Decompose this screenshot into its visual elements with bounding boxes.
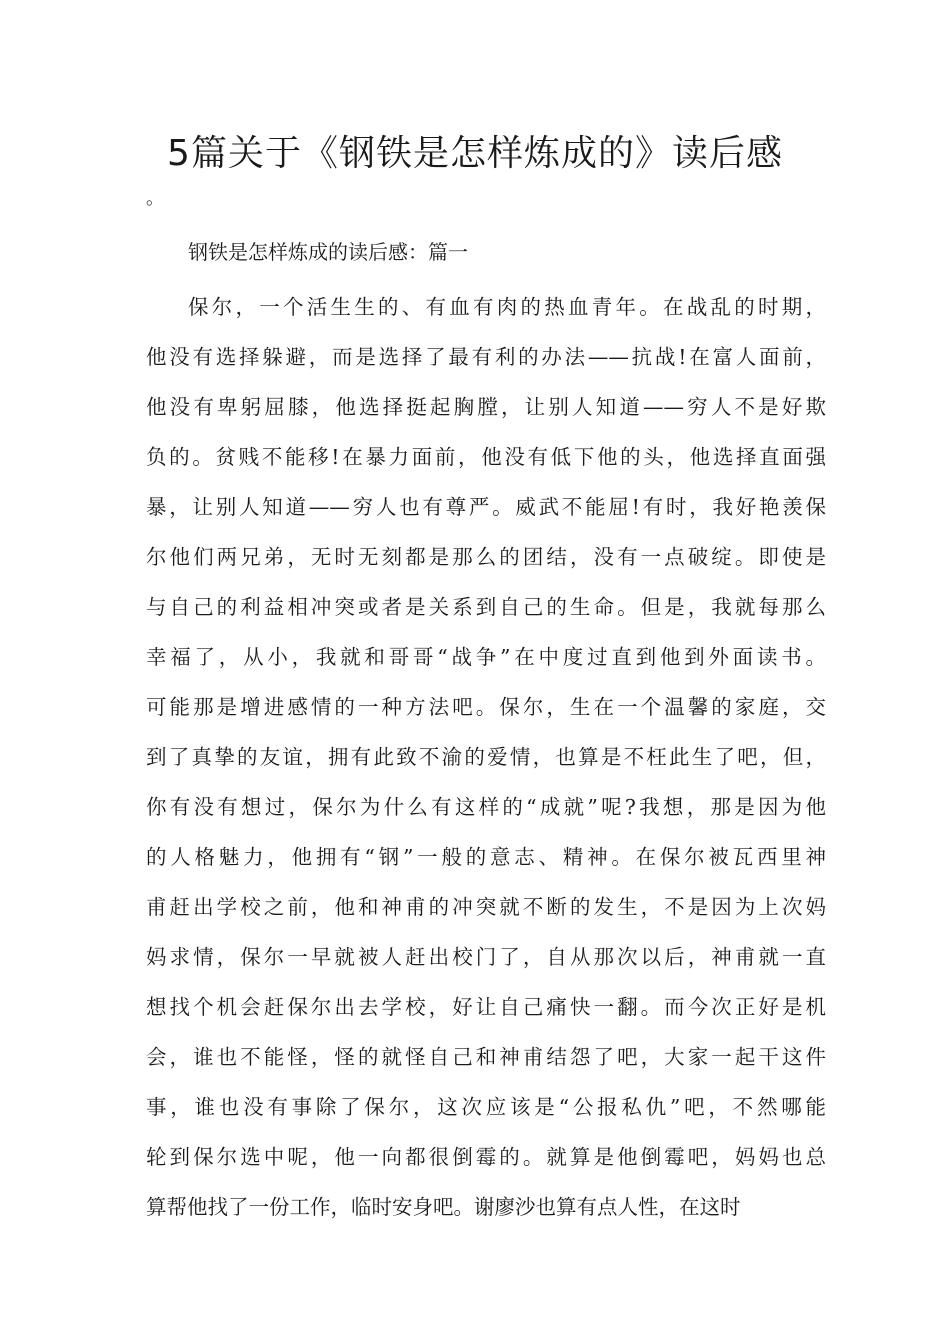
paragraph-line: 可能那是增进感情的一种方法吧。保尔，生在一个温馨的家庭，交	[146, 695, 826, 719]
paragraph-line: 尔他们两兄弟，无时无刻都是那么的团结，没有一点破绽。即使是	[146, 545, 826, 569]
paragraph-line: 算帮他找了一份工作，临时安身吧。谢廖沙也算有点人性，在这时	[146, 1195, 741, 1219]
paragraph-line: 事，谁也没有事除了保尔，这次应该是“公报私仇”吧，不然哪能	[146, 1095, 826, 1119]
section-heading: 钢铁是怎样炼成的读后感：篇一	[188, 240, 468, 264]
paragraph-line: 到了真挚的友谊，拥有此致不渝的爱情，也算是不枉此生了吧，但，	[146, 745, 826, 769]
paragraph-line: 你有没有想过，保尔为什么有这样的“成就”呢?我想，那是因为他	[146, 795, 826, 819]
body-paragraph	[146, 282, 826, 1232]
paragraph-line: 的人格魅力，他拥有“钢”一般的意志、精神。在保尔被瓦西里神	[146, 845, 826, 869]
paragraph-line: 会，谁也不能怪，怪的就怪自己和神甫结怨了吧，大家一起干这件	[146, 1045, 826, 1069]
paragraph-line: 暴，让别人知道——穷人也有尊严。威武不能屈!有时，我好艳羡保	[146, 495, 826, 519]
paragraph-line: 幸福了，从小，我就和哥哥“战争”在中度过直到他到外面读书。	[146, 645, 826, 669]
paragraph-line: 轮到保尔选中呢，他一向都很倒霉的。就算是他倒霉吧，妈妈也总	[146, 1145, 826, 1169]
title-trailing-mark: 。	[146, 188, 164, 209]
paragraph-line: 保尔，一个活生生的、有血有肉的热血青年。在战乱的时期，	[188, 295, 826, 319]
paragraph-line: 妈求情，保尔一早就被人赶出校门了，自从那次以后，神甫就一直	[146, 945, 826, 969]
paragraph-line: 他没有卑躬屈膝，他选择挺起胸膛，让别人知道——穷人不是好欺	[146, 395, 826, 419]
paragraph-line: 负的。贫贱不能移!在暴力面前，他没有低下他的头，他选择直面强	[146, 445, 826, 469]
paragraph-line: 他没有选择躲避，而是选择了最有利的办法——抗战!在富人面前，	[146, 345, 826, 369]
paragraph-line: 与自己的利益相冲突或者是关系到自己的生命。但是，我就每那么	[146, 595, 826, 619]
paragraph-line: 甫赶出学校之前，他和神甫的冲突就不断的发生，不是因为上次妈	[146, 895, 826, 919]
paragraph-line: 想找个机会赶保尔出去学校，好让自己痛快一翻。而今次正好是机	[146, 995, 826, 1019]
document-title: 5篇关于《钢铁是怎样炼成的》读后感	[167, 133, 783, 174]
